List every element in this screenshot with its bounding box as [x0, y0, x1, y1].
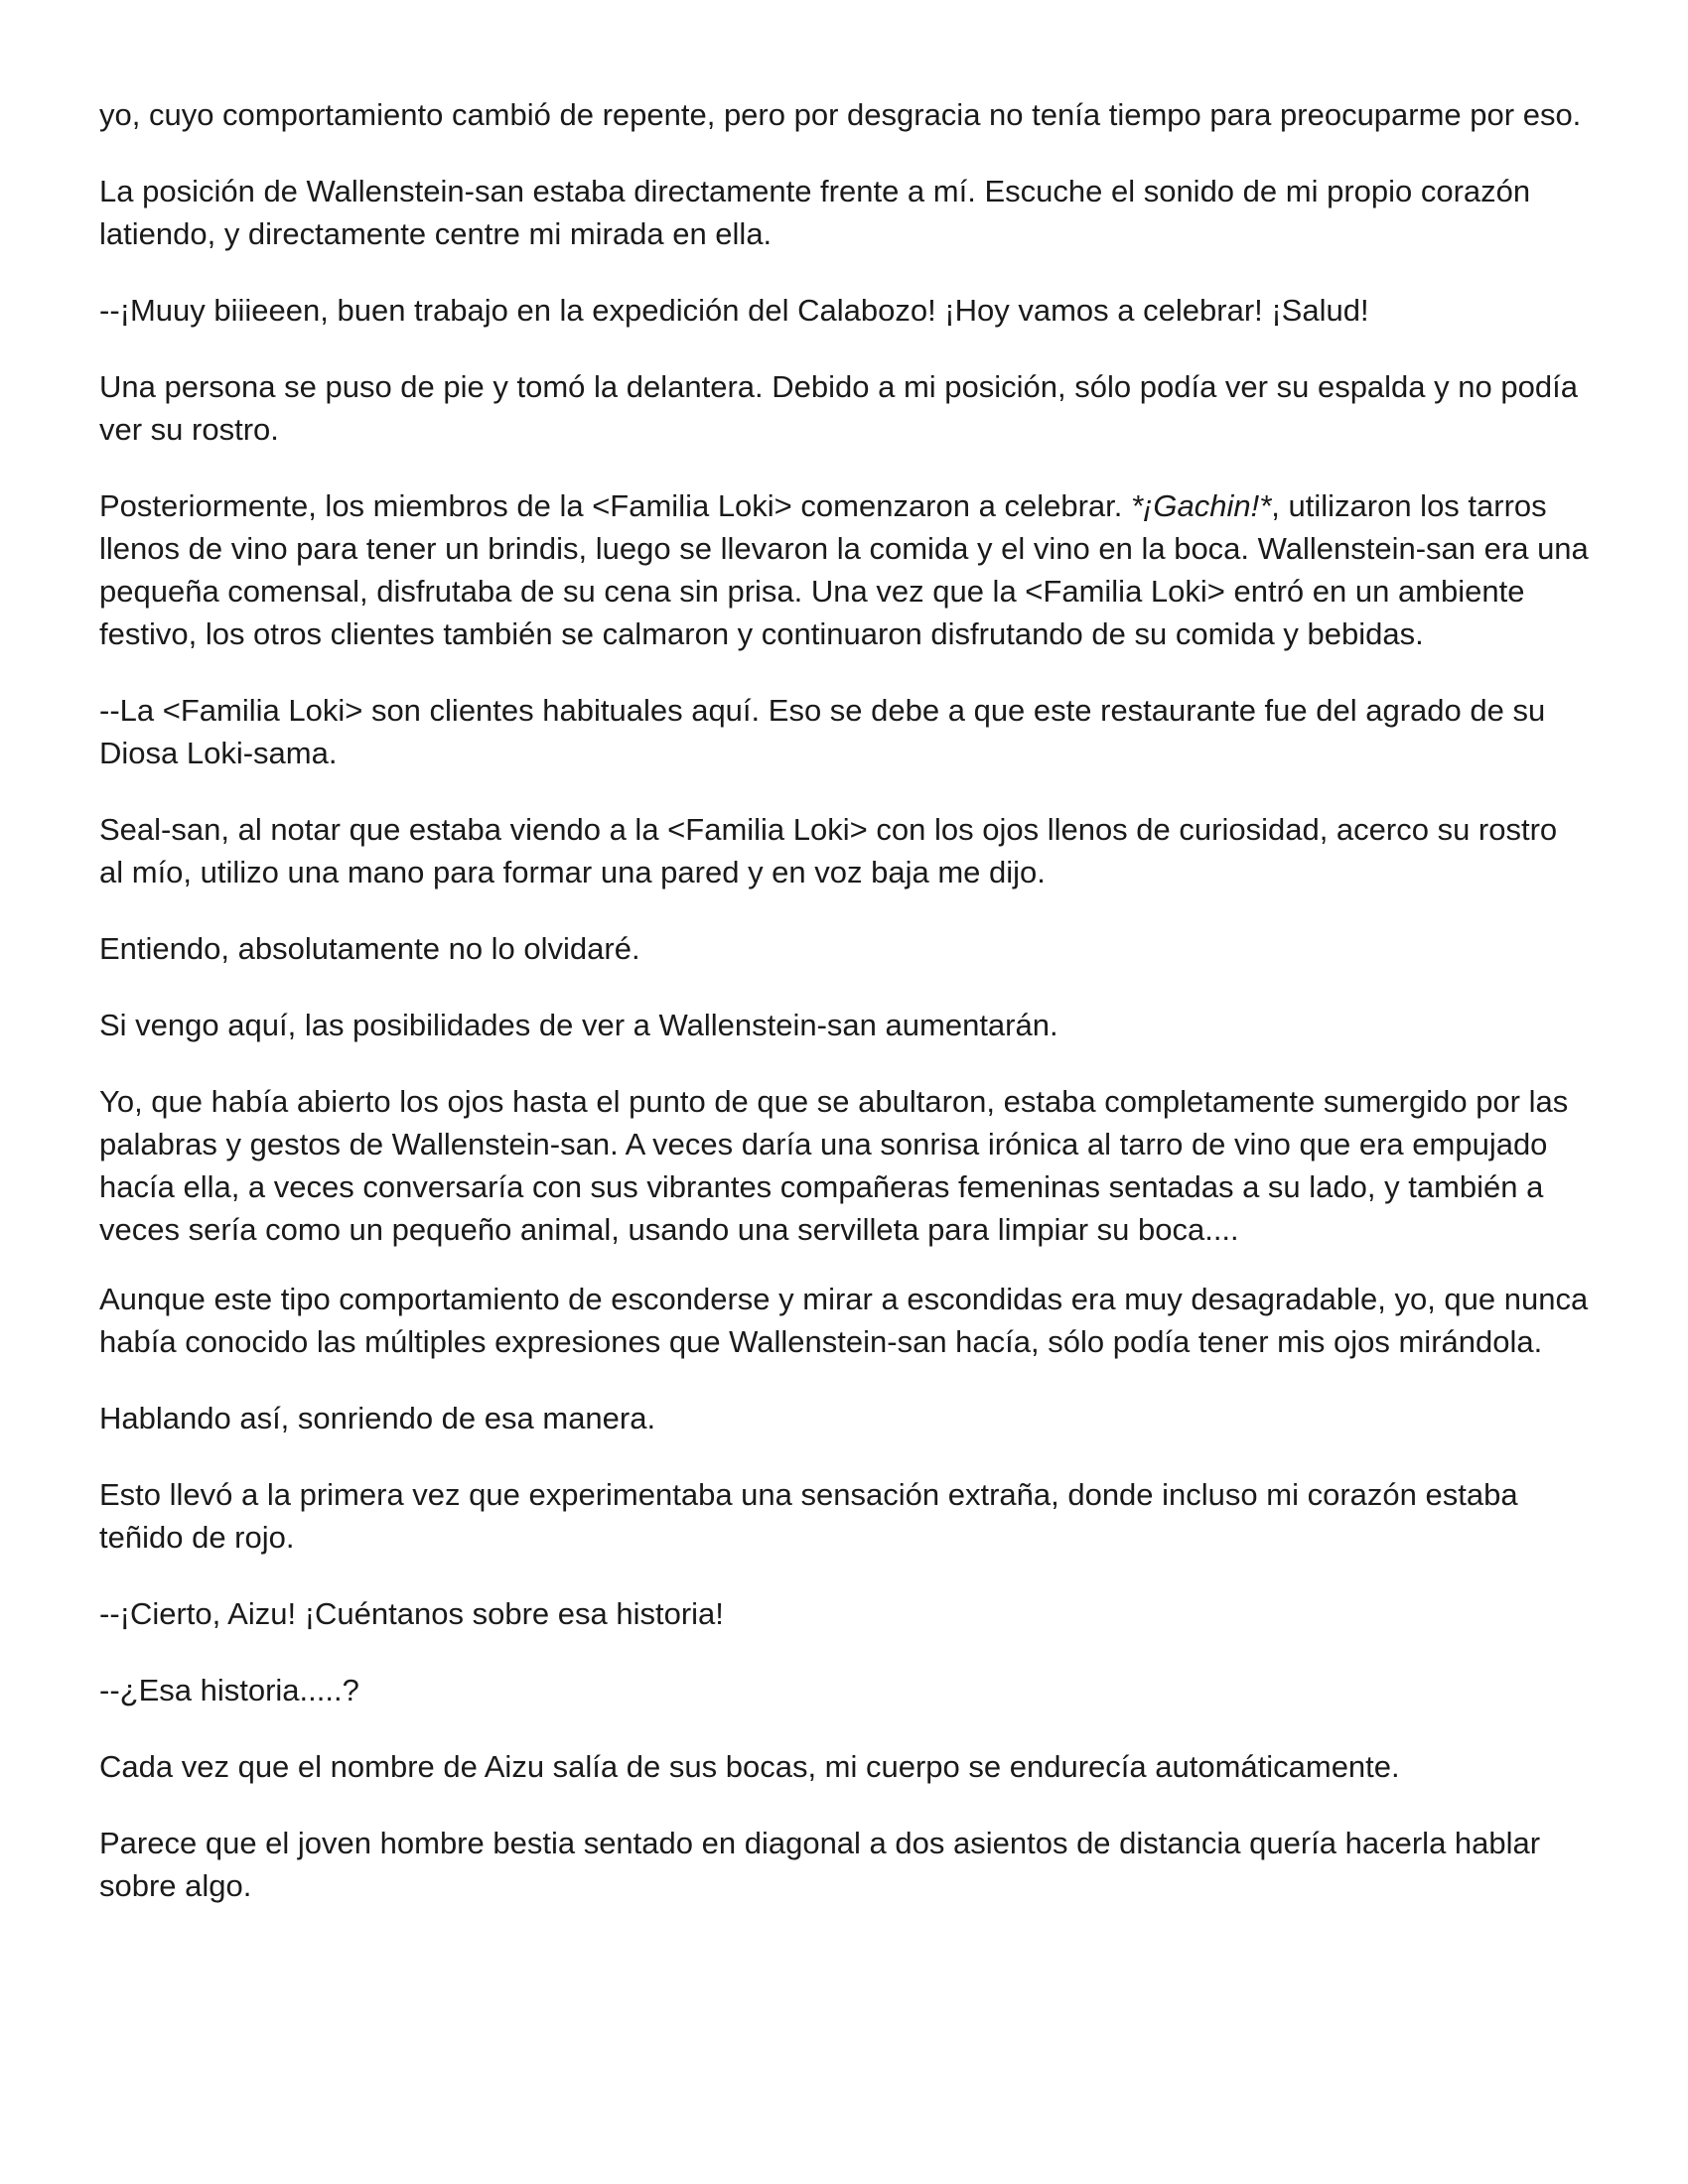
paragraph: La posición de Wallenstein-san estaba directamente frente a mí. Escuche el sonido de mi propio corazón latiendo, y directamente centre mi mirada en ella.	[99, 174, 1531, 251]
paragraph: Aunque este tipo comportamiento de esconderse y mirar a escondidas era muy desagradable, yo, que nunca había conocido las múltiples expresiones que Wallenstein-san hacía, sólo podía tener mis ojos mirándola.	[99, 1282, 1589, 1359]
paragraph: --La <Familia Loki> son clientes habituales aquí. Eso se debe a que este restaurante fue del agrado de su Diosa Loki-sama.	[99, 693, 1546, 770]
paragraph: Entiendo, absolutamente no lo olvidaré.	[99, 931, 640, 966]
paragraph: --¡Cierto, Aizu! ¡Cuéntanos sobre esa historia!	[99, 1596, 724, 1631]
paragraph: Una persona se puso de pie y tomó la delantera. Debido a mi posición, sólo podía ver su espalda y no podía ver su rostro.	[99, 369, 1578, 447]
document-page	[99, 93, 1589, 1941]
paragraph: Cada vez que el nombre de Aizu salía de sus bocas, mi cuerpo se endurecía automáticamente.	[99, 1749, 1400, 1784]
paragraph: Parece que el joven hombre bestia sentado en diagonal a dos asientos de distancia quería hacerla hablar sobre algo.	[99, 1826, 1541, 1903]
paragraph: Si vengo aquí, las posibilidades de ver a Wallenstein-san aumentarán.	[99, 1008, 1058, 1042]
paragraph-text: , utilizaron los tarros llenos de vino para tener un brindis, luego se llevaron la comida y el vino en la boca. Wallenstein-san era una pequeña comensal, disfrutaba de su cena sin prisa. Una vez que la <Familia Loki> entró en un ambiente festivo, los otros clientes también se calmaron y continuaron disfrutando de su comida y bebidas.	[99, 488, 1589, 651]
paragraph: Esto llevó a la primera vez que experimentaba una sensación extraña, donde incluso mi corazón estaba teñido de rojo.	[99, 1477, 1518, 1555]
paragraph: yo, cuyo comportamiento cambió de repente, pero por desgracia no tenía tiempo para preocuparme por eso.	[99, 97, 1582, 132]
paragraph	[99, 484, 1589, 655]
paragraph: Seal-san, al notar que estaba viendo a la <Familia Loki> con los ojos llenos de curiosidad, acerco su rostro al mío, utilizo una mano para formar una pared y en voz baja me dijo.	[99, 812, 1558, 889]
paragraph: Yo, que había abierto los ojos hasta el punto de que se abultaron, estaba completamente sumergido por las palabras y gestos de Wallenstein-san. A veces daría una sonrisa irónica al tarro de vino que era empujado hacía ella, a veces conversaría con sus vibrantes compañeras femeninas sentadas a su lado, y también a veces sería como un pequeño animal, usando una servilleta para limpiar su boca....	[99, 1084, 1569, 1247]
sound-effect: *¡Gachin!*	[1130, 488, 1272, 523]
paragraph: --¡Muuy biiieeen, buen trabajo en la expedición del Calabozo! ¡Hoy vamos a celebrar! ¡Salud!	[99, 293, 1369, 328]
paragraph: --¿Esa historia.....?	[99, 1673, 359, 1707]
paragraph-text: Posteriormente, los miembros de la <Familia Loki> comenzaron a celebrar.	[99, 488, 1131, 523]
paragraph: Hablando así, sonriendo de esa manera.	[99, 1401, 656, 1435]
